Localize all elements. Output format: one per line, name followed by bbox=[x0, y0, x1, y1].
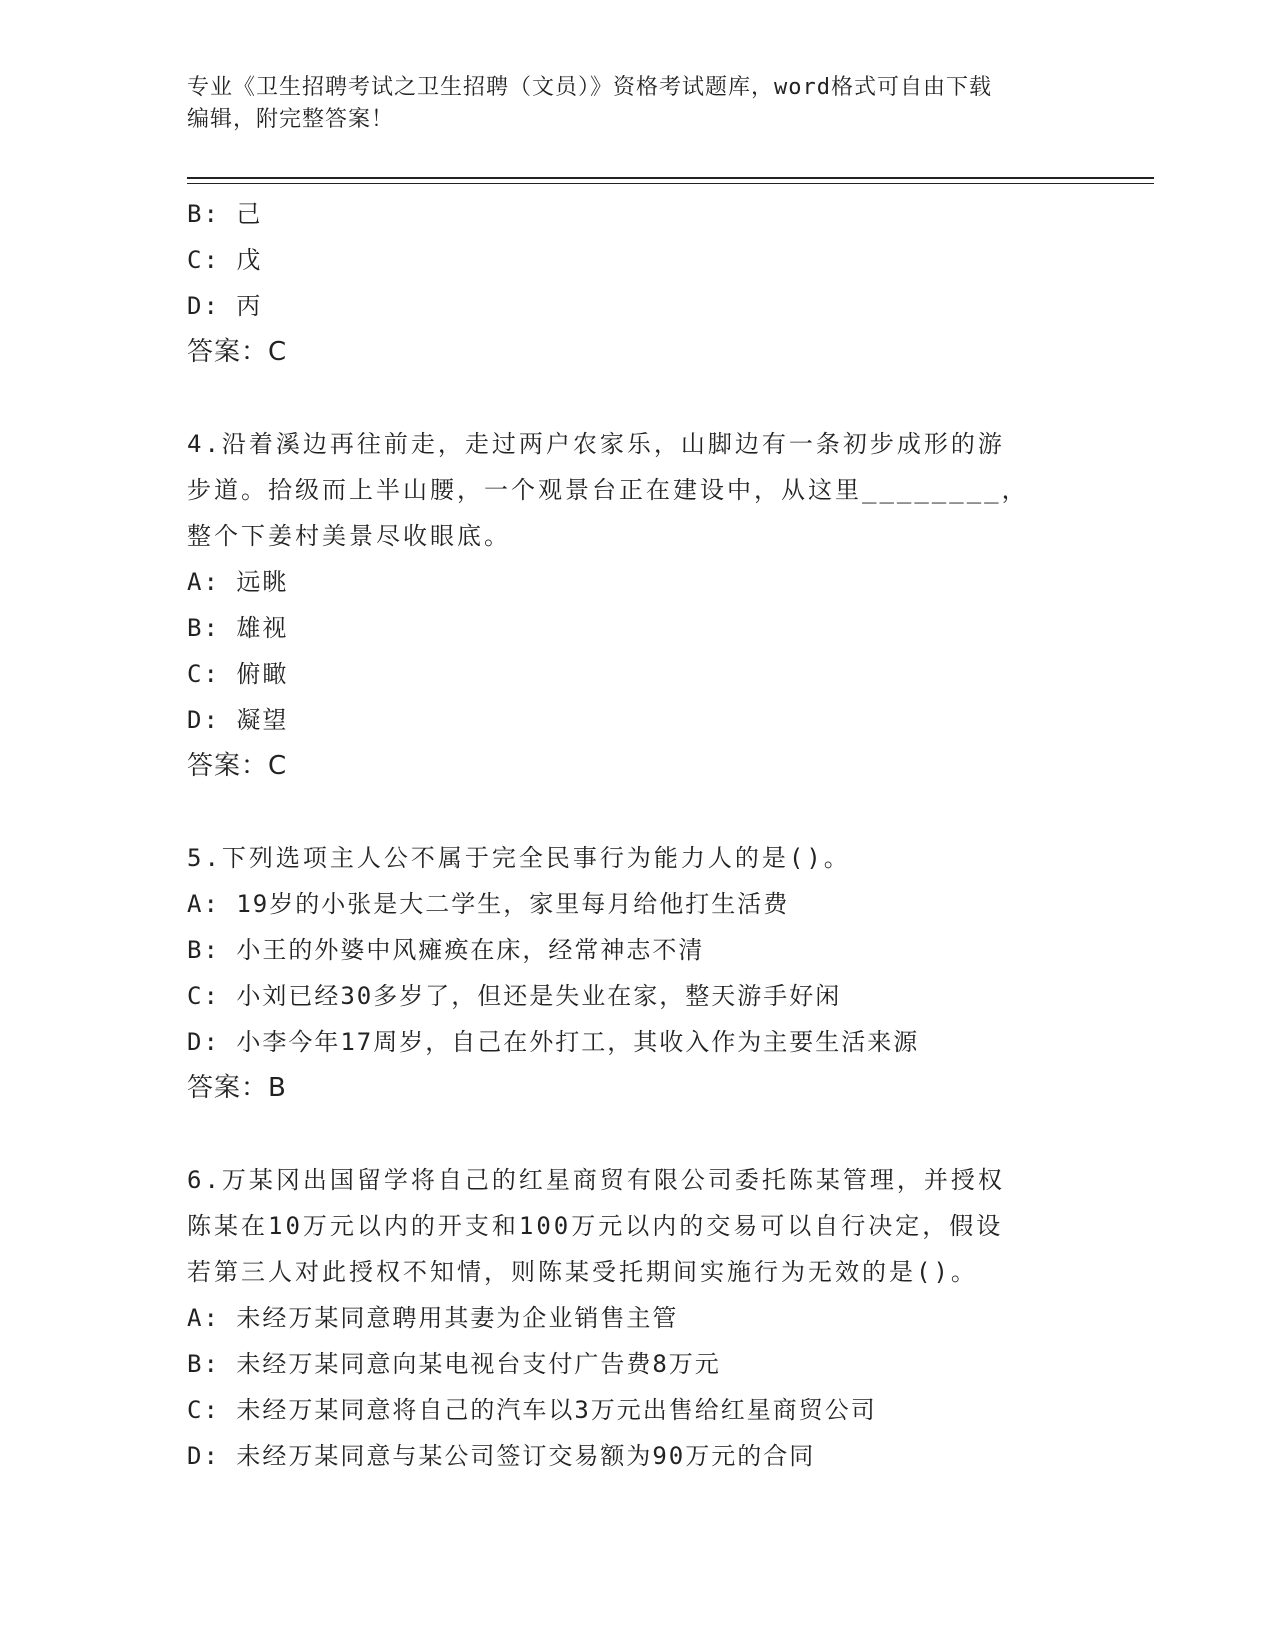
option-c: C: 戊 bbox=[187, 246, 263, 274]
option-b: B: 己 bbox=[187, 200, 263, 228]
question-stem-line: 5.下列选项主人公不属于完全民事行为能力人的是()。 bbox=[187, 844, 851, 872]
question-5 bbox=[187, 835, 1087, 1111]
question-stem-line: 6.万某冈出国留学将自己的红星商贸有限公司委托陈某管理，并授权 bbox=[187, 1166, 1005, 1194]
header-divider-thick bbox=[187, 177, 1154, 179]
option-d: D: 凝望 bbox=[187, 706, 289, 734]
option-b: B: 小王的外婆中风瘫痪在床，经常神志不清 bbox=[187, 936, 705, 964]
option-b: B: 雄视 bbox=[187, 614, 289, 642]
answer: 答案：C bbox=[187, 337, 288, 367]
question-3 bbox=[187, 191, 1087, 375]
option-c: C: 未经万某同意将自己的汽车以3万元出售给红星商贸公司 bbox=[187, 1396, 877, 1424]
question-4 bbox=[187, 421, 1087, 789]
question-stem-line: 4.沿着溪边再往前走，走过两户农家乐，山脚边有一条初步成形的游 bbox=[187, 430, 1005, 458]
document-header bbox=[187, 72, 1087, 136]
answer: 答案：B bbox=[187, 1073, 287, 1103]
option-a: A: 远眺 bbox=[187, 568, 289, 596]
option-d: D: 小李今年17周岁，自己在外打工，其收入作为主要生活来源 bbox=[187, 1028, 920, 1056]
question-stem-line: 步道。拾级而上半山腰，一个观景台正在建设中，从这里________， bbox=[187, 476, 1029, 504]
option-a: A: 19岁的小张是大二学生，家里每月给他打生活费 bbox=[187, 890, 790, 918]
option-d: D: 未经万某同意与某公司签订交易额为90万元的合同 bbox=[187, 1442, 816, 1470]
question-list bbox=[187, 191, 1087, 1479]
question-stem-line: 若第三人对此授权不知情，则陈某受托期间实施行为无效的是()。 bbox=[187, 1258, 978, 1286]
option-c: C: 俯瞰 bbox=[187, 660, 289, 688]
question-stem-line: 整个下姜村美景尽收眼底。 bbox=[187, 522, 511, 550]
question-stem-line: 陈某在10万元以内的开支和100万元以内的交易可以自行决定，假设 bbox=[187, 1212, 1004, 1240]
header-line-2: 编辑，附完整答案！ bbox=[187, 107, 395, 132]
answer: 答案：C bbox=[187, 751, 288, 781]
option-c: C: 小刘已经30多岁了，但还是失业在家，整天游手好闲 bbox=[187, 982, 842, 1010]
header-divider-thin bbox=[187, 183, 1154, 184]
option-d: D: 丙 bbox=[187, 292, 263, 320]
question-6 bbox=[187, 1157, 1087, 1479]
header-line-1: 专业《卫生招聘考试之卫生招聘（文员）》资格考试题库，word格式可自由下载 bbox=[187, 75, 992, 100]
option-b: B: 未经万某同意向某电视台支付广告费8万元 bbox=[187, 1350, 721, 1378]
option-a: A: 未经万某同意聘用其妻为企业销售主管 bbox=[187, 1304, 679, 1332]
